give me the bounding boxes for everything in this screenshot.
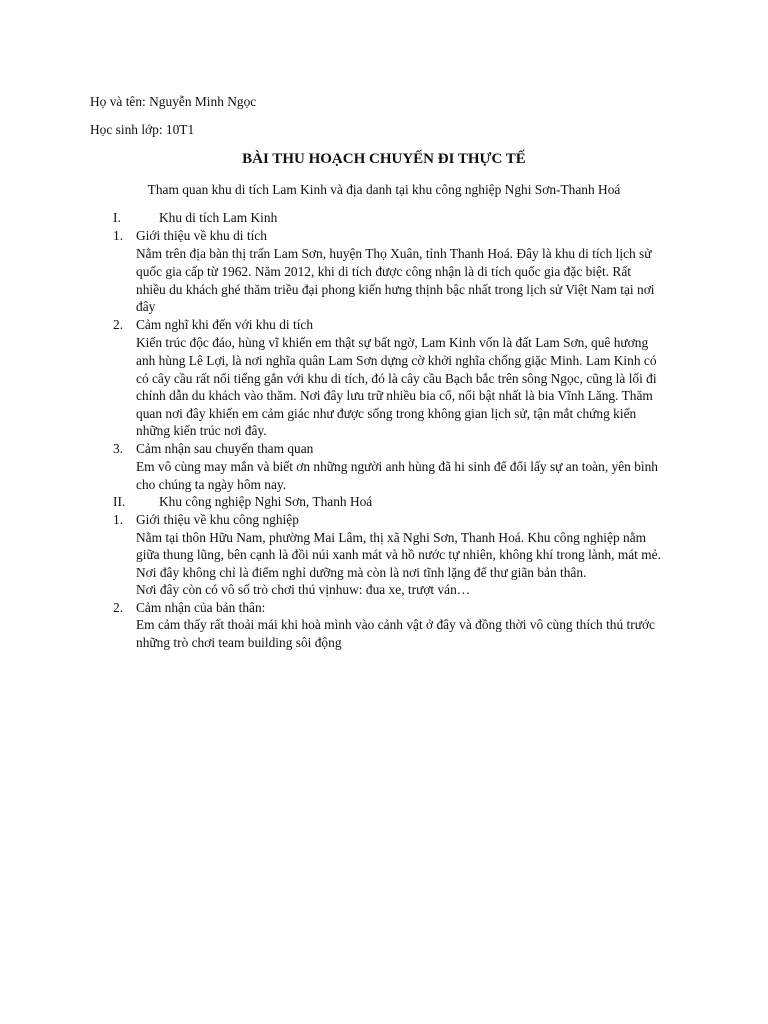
paragraph-line: nhiều du khách ghé thăm triều đại phong kiến hưng thịnh bậc nhất trong lịch sử Việt Nam tại nơi: [136, 282, 655, 297]
item-number: 2.: [113, 317, 124, 332]
item-heading: Cảm nghĩ khi đến với khu di tích: [136, 317, 314, 332]
paragraph-line: Em vô cùng may mắn và biết ơn những người anh hùng đã hi sinh để đổi lấy sự an toàn, yên bình: [136, 459, 659, 474]
item-number: 3.: [113, 441, 124, 456]
document-subtitle: Tham quan khu di tích Lam Kinh và địa danh tại khu công nghiệp Nghi Sơn-Thanh Hoá: [147, 182, 621, 197]
paragraph-line: quan nơi đây khiến em cảm giác như được sống trong không gian lịch sử, tận mắt chứng kiến: [136, 406, 637, 421]
paragraph-line: anh hùng Lê Lợi, là nơi nghĩa quân Lam Sơn dựng cờ khởi nghĩa chống giặc Minh. Lam Kinh có: [136, 353, 657, 368]
section-2-heading: Khu công nghiệp Nghi Sơn, Thanh Hoá: [159, 494, 373, 509]
item-heading: Cảm nhận sau chuyến tham quan: [136, 441, 314, 456]
section-1-heading: Khu di tích Lam Kinh: [159, 210, 278, 225]
item-heading: Cảm nhận của bản thân:: [136, 600, 266, 615]
item-number: 1.: [113, 228, 124, 243]
paragraph-line: chính dẫn du khách vào thăm. Nơi đây lưu trữ nhiều bia cổ, nổi bật nhất là bia Vĩnh Lăng. Thăm: [136, 388, 653, 403]
item-heading: Giới thiệu về khu di tích: [136, 228, 267, 243]
paragraph-line: Nơi đây không chỉ là điểm nghỉ dưỡng mà còn là nơi tĩnh lặng để thư giãn bản thân.: [136, 565, 587, 580]
paragraph-line: những trò chơi team building sôi động: [136, 635, 342, 650]
student-class: Học sinh lớp: 10T1: [90, 122, 195, 137]
document-title: BÀI THU HOẠCH CHUYẾN ĐI THỰC TẾ: [242, 151, 526, 167]
paragraph-line: Nằm trên địa bàn thị trấn Lam Sơn, huyện Thọ Xuân, tỉnh Thanh Hoá. Đây là khu di tích lịch sử: [136, 246, 652, 261]
student-name: Họ và tên: Nguyễn Minh Ngọc: [90, 94, 257, 109]
item-number: 2.: [113, 600, 124, 615]
paragraph-line: Nơi đây còn có vô số trò chơi thú vịnhuw: đua xe, trượt ván…: [136, 582, 471, 597]
paragraph-line: đây: [136, 299, 156, 314]
paragraph-line: Kiến trúc độc đáo, hùng vĩ khiến em thật sự bất ngờ, Lam Kinh vốn là đất Lam Sơn, quê hương: [136, 335, 649, 350]
section-1-numeral: I.: [113, 210, 121, 225]
paragraph-line: Em cảm thấy rất thoải mái khi hoà mình vào cảnh vật ở đây và đồng thời vô cùng thích thú trước: [136, 617, 655, 632]
paragraph-line: có cây cầu rất nổi tiếng gắn với khu di tích, đó là cây cầu Bạch bắc trên sông Ngọc, cũng là lối đi: [136, 371, 657, 386]
paragraph-line: những kiến trúc nơi đây.: [136, 423, 267, 438]
section-2-numeral: II.: [113, 494, 126, 509]
paragraph-line: Nằm tại thôn Hữu Nam, phường Mai Lâm, thị xã Nghi Sơn, Thanh Hoá. Khu công nghiệp nằm: [136, 530, 647, 545]
paragraph-line: cho chúng ta ngày hôm nay.: [136, 477, 287, 492]
item-number: 1.: [113, 512, 124, 527]
item-heading: Giới thiệu về khu công nghiệp: [136, 512, 299, 527]
paragraph-line: giữa thung lũng, bên cạnh là đồi núi xanh mát và hồ nước tự nhiên, không khí trong lành, mát mẻ.: [136, 547, 661, 562]
paragraph-line: quốc gia cấp từ 1962. Năm 2012, khi di tích được công nhận là di tích quốc gia đặc biệt. Rất: [136, 264, 631, 279]
